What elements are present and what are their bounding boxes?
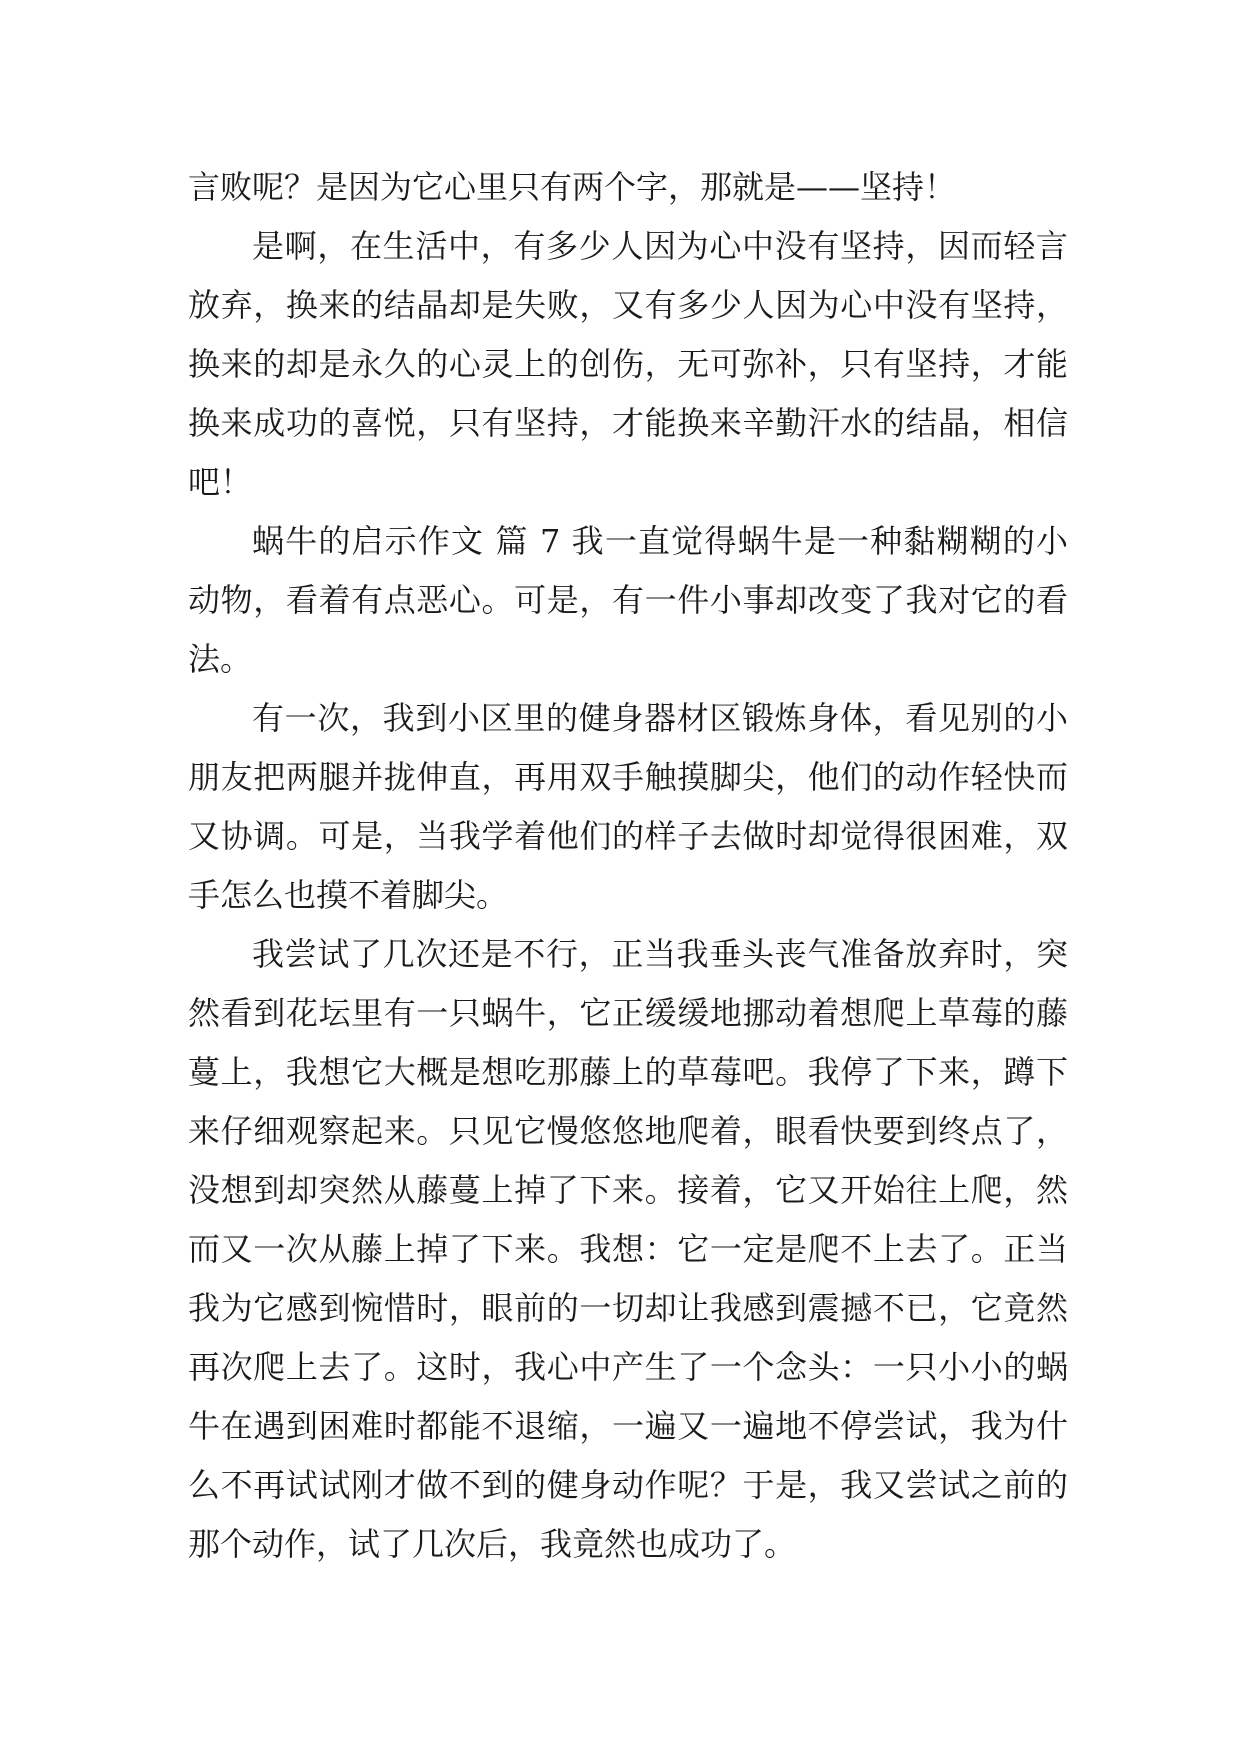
paragraph-continuation: 言败呢？是因为它心里只有两个字，那就是——坚持！ <box>188 168 957 206</box>
document-page <box>188 158 1068 1574</box>
paragraph-persistence: 是啊，在生活中，有多少人因为心中没有坚持，因而轻言放弃，换来的结晶却是失败，又有多少人因为心中没有坚持，换来的却是永久的心灵上的创伤，无可弥补，只有坚持，才能换来成功的喜悦，只有坚持，才能换来辛勤汗水的结晶，相信吧！ <box>188 227 1068 501</box>
paragraph-fitness-area: 有一次，我到小区里的健身器材区锻炼身体，看见别的小朋友把两腿并拢伸直，再用双手触摸脚尖，他们的动作轻快而又协调。可是，当我学着他们的样子去做时却觉得很困难，双手怎么也摸不着脚尖。 <box>188 699 1068 914</box>
paragraph-essay-7-intro: 蜗牛的启示作文 篇 7 我一直觉得蜗牛是一种黏糊糊的小动物，看着有点恶心。可是，有一件小事却改变了我对它的看法。 <box>188 522 1068 678</box>
paragraph-snail-observation: 我尝试了几次还是不行，正当我垂头丧气准备放弃时，突然看到花坛里有一只蜗牛，它正缓缓地挪动着想爬上草莓的藤蔓上，我想它大概是想吃那藤上的草莓吧。我停了下来，蹲下来仔细观察起来。只见它慢悠悠地爬着，眼看快要到终点了，没想到却突然从藤蔓上掉了下来。接着，它又开始往上爬，然而又一次从藤上掉了下来。我想：它一定是爬不上去了。正当我为它感到惋惜时，眼前的一切却让我感到震撼不已，它竟然再次爬上去了。这时，我心中产生了一个念头：一只小小的蜗牛在遇到困难时都能不退缩，一遍又一遍地不停尝试，我为什么不再试试刚才做不到的健身动作呢？于是，我又尝试之前的那个动作，试了几次后，我竟然也成功了。 <box>188 935 1068 1563</box>
